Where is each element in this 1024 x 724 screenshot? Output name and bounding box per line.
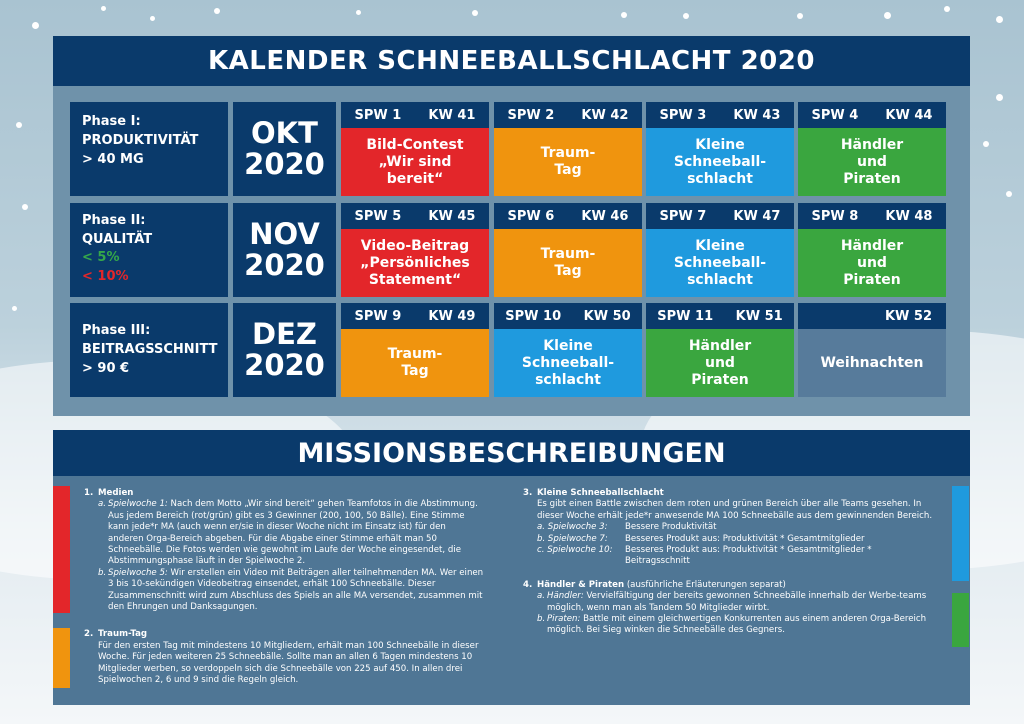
snowflake [16,122,22,128]
week-cell [341,303,489,397]
week-header [341,303,489,329]
week-cell [341,102,489,196]
snowflake [983,141,989,147]
spw-label: SPW 7 [659,208,707,224]
phase-target-good: < 5% [82,250,120,265]
mission-kleine-row [523,545,933,568]
snowflake [472,10,478,16]
mission-label: Traum- Tag [494,128,642,196]
phase-title: Phase I: [82,114,141,129]
snowflake [621,12,627,18]
mission-number: 2. [84,629,94,640]
kw-label: KW 44 [885,107,933,123]
week-cell [494,303,642,397]
month-year: 2020 [244,147,325,181]
kw-label: KW 51 [735,308,783,324]
mission-kleine-text: Es gibt einen Battle zwischen dem roten und grünen Bereich über alle Teams gesehen. In dieser Woche erhält jede*r anwesende MA 100 Schneebälle aus dem gewinnenden Bereich. [537,499,933,521]
kw-label: KW 45 [428,208,476,224]
mission-label: Händler und Piraten [798,128,946,196]
mission-label: Weihnachten [798,329,946,397]
mission-label: Bild-Contest „Wir sind bereit“ [341,128,489,196]
snowflake [683,13,689,19]
mission-label: Video-Beitrag „Persönliches Statement“ [341,229,489,297]
month-name: DEZ [252,317,317,351]
mission-label: Händler und Piraten [646,329,794,397]
week-header [341,102,489,128]
week-header [646,102,794,128]
mission-medien-heading [84,488,484,499]
item-key: Spielwoche 1: [108,499,168,510]
week-header [646,303,794,329]
kw-label: KW 42 [581,107,629,123]
month-dez [233,303,336,397]
kw-label: KW 50 [583,308,631,324]
spw-label: SPW 5 [354,208,402,224]
mission-heading: Kleine Schneeballschlacht [537,488,664,498]
kw-label: KW 47 [733,208,781,224]
month-okt [233,102,336,196]
mission-kleine-row [523,522,933,533]
spw-label: SPW 6 [507,208,555,224]
row-key: a. Spielwoche 3: [537,522,608,533]
item-label: a. [537,591,545,602]
week-cell [646,303,794,397]
mission-kleine-heading [523,488,933,499]
month-nov [233,203,336,297]
snowflake [150,16,155,21]
mission-label: Händler und Piraten [798,229,946,297]
phase-name: PRODUKTIVITÄT [82,133,199,148]
month-year: 2020 [244,348,325,382]
week-header [798,203,946,229]
snowflake [1006,191,1012,197]
snowflake [884,12,891,19]
phase-title: Phase II: [82,213,146,228]
mission-heading-note: (ausführliche Erläuterungen separat) [626,579,786,590]
item-text: Nach dem Motto „Wir sind bereit“ gehen Teamfotos in die Abstimmung. Aus jedem Bereich (rot/grün) gibt es 3 Gewinner (200, 100, 50 Bälle). Eine Stimme kann jede*r MA (auch wenn er/sie in dieser Woche nicht im Einsatz ist) für den anderen Orga-Bereich abgeben. Für die Abgabe einer Stimme erhält man 50 Schneebälle. Die Fotos werden wie gewohnt im Laufe der Woche eingesendet, die Abstimmungsphase läuft in der Spielwoche 2. [108,499,478,567]
week-cell [494,203,642,297]
item-key: Piraten: [547,614,581,625]
phase-target-bad: < 10% [82,268,129,284]
row-value: Besseres Produkt aus: Produktivität * Gesamtmitglieder [625,533,865,544]
item-label: b. [98,567,107,578]
spw-label: SPW 11 [657,308,714,324]
item-text: Wir erstellen ein Video mit Beiträgen aller teilnehmenden MA. Wer einen 3 bis 10-sekündigen Videobeitrag einsendet, erhält 100 Schneebälle. Dieser Zusammenschnitt wird zum Abschluss des Spiels an alle MA versendet, zusammen mit den Ehrungen und Danksagungen. [108,567,484,613]
item-label: a. [98,499,106,510]
mission-label: Traum- Tag [494,229,642,297]
mission-haendler-a [523,591,933,614]
snowflake [944,6,950,12]
mission-haendler-b [523,614,933,637]
mission-heading: Traum-Tag [98,629,148,640]
snowflake [797,13,803,19]
snowflake [356,10,361,15]
snowflake [12,306,17,311]
mission-heading: Medien [98,488,134,498]
phase-title: Phase III: [82,323,151,338]
mission-number: 3. [523,488,533,498]
week-header [798,102,946,128]
week-cell [798,303,946,397]
missions-left-column [84,488,484,687]
spw-label: SPW 2 [507,107,555,123]
row-value: Besseres Produkt aus: Produktivität * Gesamtmitglieder * Beitragsschnitt [625,545,872,567]
spw-label: SPW 9 [354,308,402,324]
mission-number: 1. [84,488,94,498]
item-text: Vervielfältigung der bereits gewonnen Schneebälle innerhalb der Werbe-teams möglich, wenn man als Tandem 50 Mitglieder wirbt. [547,591,927,613]
missions-title: MISSIONSBESCHREIBUNGEN [53,430,970,476]
kw-label: KW 41 [428,107,476,123]
color-bar-red [53,486,70,613]
week-cell [646,102,794,196]
mission-heading: Händler & Piraten [537,579,625,590]
snowflake [101,6,106,11]
week-header [646,203,794,229]
spw-label: SPW 4 [811,107,859,123]
spw-label: SPW 10 [505,308,562,324]
month-name: NOV [249,217,320,251]
item-key: Händler: [547,591,584,602]
week-header [798,303,946,329]
snowflake [996,94,1003,101]
week-header [494,102,642,128]
week-cell [798,203,946,297]
row-key: c. Spielwoche 10: [537,545,613,556]
week-cell [798,102,946,196]
kw-label: KW 43 [733,107,781,123]
kw-label: KW 49 [428,308,476,324]
mission-medien-a [84,499,484,567]
mission-medien-b [84,568,484,614]
mission-haendler-heading [523,580,933,591]
mission-label: Kleine Schneeball- schlacht [646,229,794,297]
week-cell [646,203,794,297]
mission-label: Traum- Tag [341,329,489,397]
phase-name: QUALITÄT [82,231,153,247]
week-cell [341,203,489,297]
mission-label: Kleine Schneeball- schlacht [646,128,794,196]
color-bar-green [952,593,969,647]
snowflake [22,204,28,210]
mission-number: 4. [523,579,533,590]
item-label: b. [537,614,546,625]
spw-label: SPW 8 [811,208,859,224]
mission-traumtag-text: Für den ersten Tag mit mindestens 10 Mitgliedern, erhält man 100 Schneebälle in dieser Woche. Für jeden weiteren 25 Schneebälle. Sollte man an allen 6 Tagen mindestens 10 Mitglieder werben, so verdoppeln sich die Schneebälle von 225 auf 450. In allen drei Spielwochen 2, 6 und 9 sind die Regeln gleich. [98,640,479,686]
color-bar-blue [952,486,969,581]
row-key: b. Spielwoche 7: [537,533,608,544]
spw-label: SPW 1 [354,107,402,123]
mission-label: Kleine Schneeball- schlacht [494,329,642,397]
week-header [494,203,642,229]
mission-kleine-row [523,534,933,545]
color-bar-orange [53,628,70,688]
phase-target: > 40 MG [82,152,144,167]
phase-name: BEITRAGSSCHNITT [82,342,218,357]
month-name: OKT [251,116,318,150]
row-value: Bessere Produktivität [625,522,717,533]
snowflake [32,22,39,29]
kw-label: KW 46 [581,208,629,224]
mission-traumtag-heading [84,629,484,640]
month-year: 2020 [244,248,325,282]
phase-target: > 90 € [82,361,130,376]
spw-label: SPW 3 [659,107,707,123]
kw-label: KW 52 [884,308,932,324]
snowflake [214,8,220,14]
missions-right-column [523,488,933,637]
week-cell [494,102,642,196]
phase-2 [70,203,228,297]
calendar-title: KALENDER SCHNEEBALLSCHLACHT 2020 [53,36,970,86]
kw-label: KW 48 [885,208,933,224]
phase-3 [70,303,228,397]
snowflake [996,16,1003,23]
week-header [341,203,489,229]
item-key: Spielwoche 5: [108,567,168,578]
week-header [494,303,642,329]
item-text: Battle mit einem gleichwertigen Konkurrenten aus einem anderen Orga-Bereich möglich. Bei Sieg winken die Schneebälle des Gegners. [547,614,927,636]
phase-1 [70,102,228,196]
